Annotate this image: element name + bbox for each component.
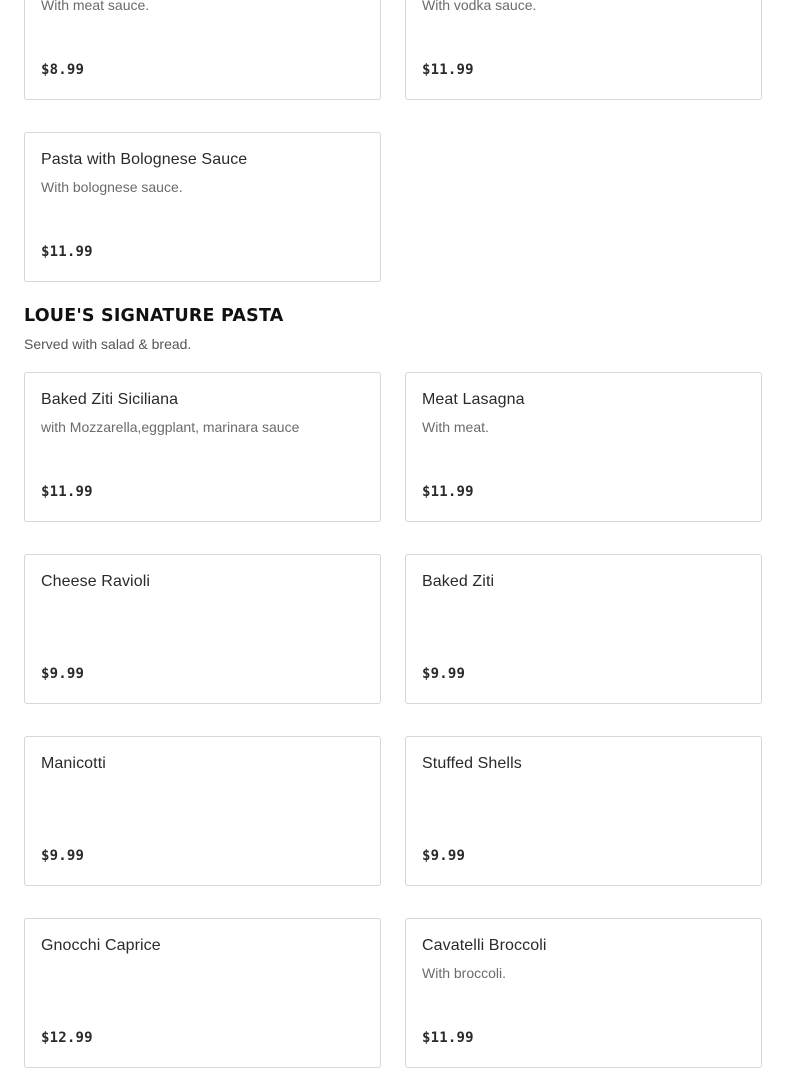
menu-item-description: With vodka sauce.	[422, 0, 537, 13]
menu-item-card[interactable]	[405, 372, 762, 522]
menu-item-card[interactable]	[24, 918, 381, 1068]
menu-item-price: $11.99	[422, 62, 474, 78]
menu-item-price: $9.99	[422, 666, 466, 682]
menu-item-card[interactable]	[24, 0, 381, 100]
menu-item-card[interactable]	[24, 736, 381, 886]
menu-item-price: $8.99	[41, 62, 85, 78]
menu-item-price: $11.99	[422, 1030, 474, 1046]
menu-item-price: $11.99	[422, 484, 474, 500]
menu-item-description: With broccoli.	[422, 965, 507, 981]
menu-item-description: With meat.	[422, 419, 489, 435]
menu-item-description: With bolognese sauce.	[41, 179, 183, 195]
menu-item-price: $9.99	[422, 848, 466, 864]
menu-item-name: Baked Ziti	[422, 573, 495, 590]
menu-item-price: $9.99	[41, 848, 85, 864]
menu-item-name: Baked Ziti Siciliana	[41, 391, 179, 408]
menu-item-name: Cheese Ravioli	[41, 573, 151, 590]
menu-item-name: Meat Lasagna	[422, 391, 525, 408]
menu-item-card[interactable]	[24, 132, 381, 282]
menu-item-name: Gnocchi Caprice	[41, 937, 161, 954]
menu-item-description: with Mozzarella,eggplant, marinara sauce	[41, 419, 300, 435]
menu-item-name: Pasta with Bolognese Sauce	[41, 151, 248, 168]
menu-item-name: Stuffed Shells	[422, 755, 522, 772]
section-subtitle: Served with salad & bread.	[24, 336, 192, 352]
menu-item-card[interactable]	[24, 554, 381, 704]
menu-item-card[interactable]	[405, 554, 762, 704]
menu-item-card[interactable]	[24, 372, 381, 522]
section-title: LOUE'S SIGNATURE PASTA	[24, 306, 284, 326]
menu-item-name: Manicotti	[41, 755, 106, 772]
menu-item-card[interactable]	[405, 736, 762, 886]
menu-item-price: $11.99	[41, 484, 93, 500]
menu-item-description: With meat sauce.	[41, 0, 150, 13]
menu-item-price: $12.99	[41, 1030, 93, 1046]
menu-item-card[interactable]	[405, 0, 762, 100]
menu-item-price: $11.99	[41, 244, 93, 260]
menu-item-name: Cavatelli Broccoli	[422, 937, 547, 954]
menu-item-card[interactable]	[405, 918, 762, 1068]
menu-item-price: $9.99	[41, 666, 85, 682]
